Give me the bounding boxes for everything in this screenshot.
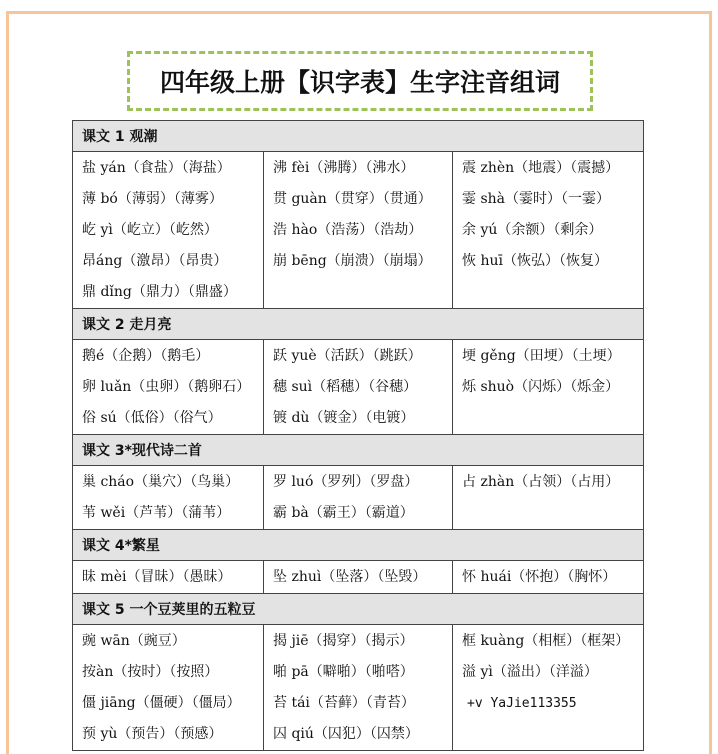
lesson-header-row (73, 530, 644, 561)
word-entry: 苇 wěi（芦苇）（蒲苇） (82, 505, 231, 521)
word-entry: 浩 hào（浩荡）（浩劫） (273, 222, 423, 238)
word-entry: 鹅é（企鹅）（鹅毛） (82, 348, 210, 364)
word-entry: 僵 jiāng（僵硬）（僵局） (82, 695, 241, 711)
word-entry: 跃 yuè（活跃）（跳跃） (273, 348, 422, 364)
word-entry: 恢 huī（恢弘）（恢复） (462, 253, 608, 269)
word-entry: 俗 sú（低俗）（俗气） (82, 410, 222, 426)
lesson-title: 课文 5 一个豆荚里的五粒豆 (73, 594, 644, 625)
lesson-title: 课文 3*现代诗二首 (73, 435, 644, 466)
word-column (453, 561, 644, 594)
word-column (73, 466, 264, 530)
word-entry: 按àn（按时）（按照） (82, 664, 219, 680)
word-entry: 巢 cháo（巢穴）（鸟巢） (82, 474, 240, 490)
lesson-header-row (73, 309, 644, 340)
word-entry: 怀 huái（怀抱）（胸怀） (462, 569, 617, 585)
word-entry: 啪 pā（噼啪）（啪嗒） (273, 664, 414, 680)
word-entry: 框 kuàng（相框）（框架） (462, 633, 630, 649)
word-entry: 囚 qiú（囚犯）（囚禁） (273, 726, 419, 742)
lesson-words-row (73, 152, 644, 309)
word-column (73, 561, 264, 594)
word-column (73, 152, 264, 309)
word-entry: 屹 yì（屹立）（屹然） (82, 222, 218, 238)
word-entry: 预 yù（预告）（预感） (82, 726, 223, 742)
word-entry: 镀 dù（镀金）（电镀） (273, 410, 415, 426)
lesson-title: 课文 4*繁星 (73, 530, 644, 561)
word-column (73, 625, 264, 751)
word-column (264, 152, 453, 309)
word-column (264, 625, 453, 751)
word-entry: 霸 bà（霸王）（霸道） (273, 505, 414, 521)
lesson-header-row (73, 121, 644, 152)
word-entry: 沸 fèi（沸腾）（沸水） (273, 160, 415, 176)
word-column (73, 340, 264, 435)
word-entry: 崩 bēng（崩溃）（崩塌） (273, 253, 432, 269)
word-entry: 埂 gěng（田埂）（土埂） (462, 348, 621, 364)
word-entry: 坠 zhuì（坠落）（坠毁） (273, 569, 427, 585)
lesson-title: 课文 2 走月亮 (73, 309, 644, 340)
word-column (453, 340, 644, 435)
lesson-words-row (73, 340, 644, 435)
word-column (264, 340, 453, 435)
page-title: 四年级上册【识字表】生字注音组词 (159, 68, 560, 97)
lesson-title: 课文 1 观潮 (73, 121, 644, 152)
word-entry: 薄 bó（薄弱）（薄雾） (82, 191, 223, 207)
word-entry: 苔 tái（苔藓）（青苔） (273, 695, 415, 711)
word-entry: 溢 yì（溢出）（洋溢） (462, 664, 598, 680)
word-entry: 余 yú（余额）（剩余） (462, 222, 603, 238)
word-entry: 贯 guàn（贯穿）（贯通） (273, 191, 432, 207)
word-entry: 昂áng（激昂）（昂贵） (82, 253, 228, 269)
word-entry: 罗 luó（罗列）（罗盘） (273, 474, 419, 490)
title-box (127, 51, 593, 111)
word-entry: 卵 luǎn（虫卵）（鹅卵石） (82, 379, 251, 395)
word-entry: 豌 wān（豌豆） (82, 633, 186, 649)
word-entry: 烁 shuò（闪烁）（烁金） (462, 379, 620, 395)
lesson-header-row (73, 435, 644, 466)
lesson-header-row (73, 594, 644, 625)
vocabulary-table (72, 120, 644, 751)
word-entry: 穗 suì（稻穗）（谷穗） (273, 379, 418, 395)
word-entry: 盐 yán（食盐）（海盐） (82, 160, 231, 176)
word-column (264, 466, 453, 530)
word-column (453, 466, 644, 530)
word-entry: 震 zhèn（地震）（震撼） (462, 160, 620, 176)
lesson-words-row (73, 466, 644, 530)
lesson-words-row (73, 561, 644, 594)
word-column (264, 561, 453, 594)
word-entry: 揭 jiē（揭穿）（揭示） (273, 633, 414, 649)
word-column (453, 152, 644, 309)
word-entry: 昧 mèi（冒昧）（愚昧） (82, 569, 232, 585)
word-entry: 占 zhàn（占领）（占用） (462, 474, 620, 490)
word-column (453, 625, 644, 751)
word-entry: 鼎 dǐng（鼎力）（鼎盛） (82, 284, 237, 300)
contact-note: +v YaJie113355 (467, 696, 577, 711)
word-entry: 霎 shà（霎时）（一霎） (462, 191, 610, 207)
lesson-words-row (73, 625, 644, 751)
